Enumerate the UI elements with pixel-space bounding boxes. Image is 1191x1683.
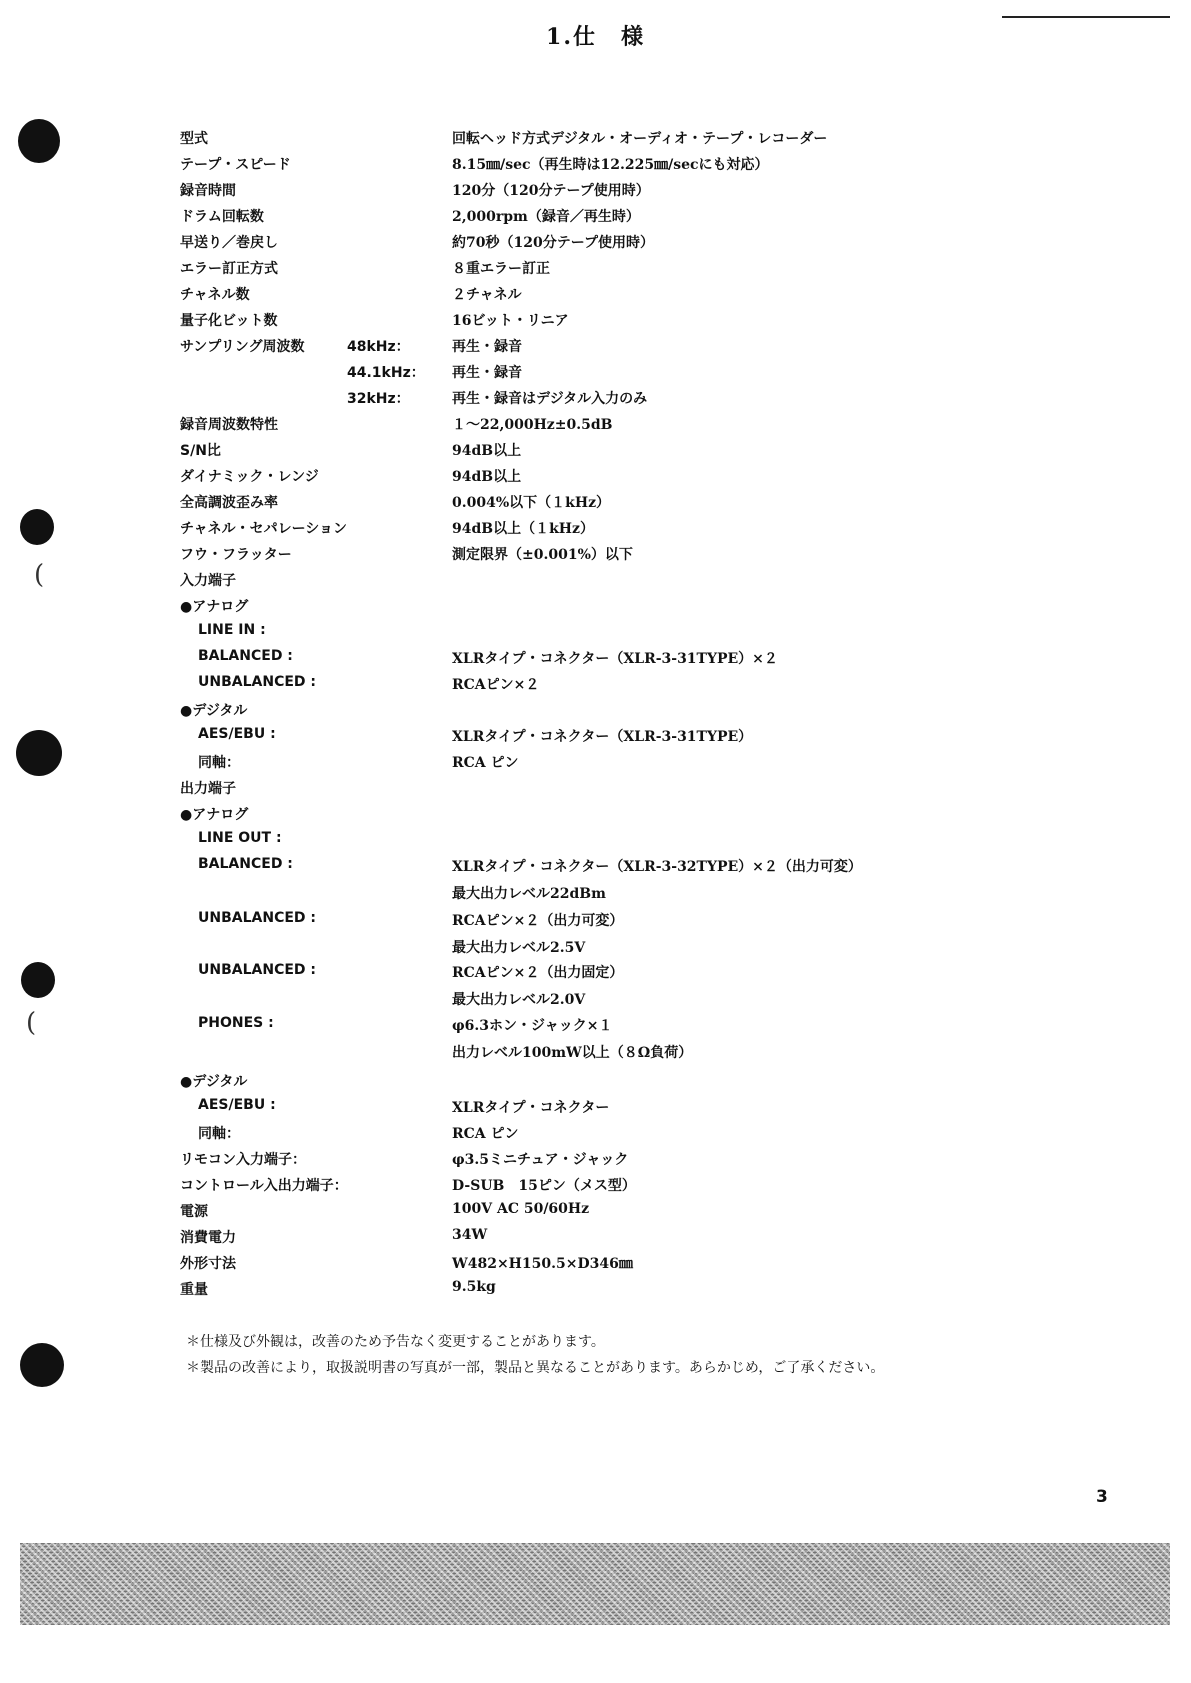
spec-row	[0, 206, 1191, 230]
spec-label: BALANCED :	[198, 648, 293, 664]
spec-label: BALANCED :	[198, 856, 293, 872]
spec-row	[0, 258, 1191, 282]
scan-mark-icon: (	[34, 560, 45, 590]
spec-value: 出力レベル100mW以上（８Ω負荷）	[452, 1045, 693, 1061]
scan-noise-band	[20, 1543, 1170, 1625]
spec-row	[0, 1227, 1191, 1251]
spec-row	[0, 492, 1191, 516]
spec-label: 同軸：	[198, 755, 240, 771]
spec-label: サンプリング周波数	[180, 339, 305, 355]
spec-label: エラー訂正方式	[180, 261, 278, 277]
spec-label: 入力端子	[180, 573, 236, 589]
scan-mark-icon: (	[26, 1008, 37, 1038]
spec-value: 最大出力レベル2.5V	[452, 940, 586, 956]
spec-value: 再生・録音はデジタル入力のみ	[452, 391, 648, 407]
spec-value: XLRタイプ・コネクター	[452, 1100, 610, 1116]
spec-row	[0, 1149, 1191, 1173]
spec-label: 電源	[180, 1204, 208, 1220]
spec-label: AES/EBU :	[198, 726, 276, 742]
spec-label: LINE IN :	[198, 622, 266, 638]
spec-row	[0, 414, 1191, 438]
spec-row	[0, 284, 1191, 308]
page-title: 1.仕 様	[546, 24, 645, 50]
spec-row	[0, 1253, 1191, 1277]
spec-row	[0, 362, 1191, 386]
spec-sublabel: 44.1kHz：	[347, 365, 425, 381]
spec-row	[0, 1123, 1191, 1147]
spec-value: XLRタイプ・コネクター（XLR-3-31TYPE）×２	[452, 651, 778, 667]
spec-row	[0, 466, 1191, 490]
spec-label: LINE OUT :	[198, 830, 282, 846]
spec-label: コントロール入出力端子：	[180, 1178, 348, 1194]
spec-row	[0, 1015, 1191, 1039]
spec-row	[0, 232, 1191, 256]
spec-value: 測定限界（±0.001%）以下	[452, 547, 633, 563]
spec-label: UNBALANCED :	[198, 910, 316, 926]
spec-value: 94dB以上（１kHz）	[452, 521, 594, 537]
spec-row	[0, 310, 1191, 334]
spec-row	[0, 700, 1191, 724]
spec-value: 120分（120分テープ使用時）	[452, 183, 650, 199]
top-rule	[1002, 16, 1170, 18]
spec-label: フウ・フラッター	[180, 547, 292, 563]
spec-row	[0, 180, 1191, 204]
spec-row	[0, 830, 1191, 854]
spec-row	[0, 336, 1191, 360]
spec-value: 100V AC 50/60Hz	[452, 1201, 590, 1217]
spec-value: 再生・録音	[452, 339, 522, 355]
spec-row	[0, 989, 1191, 1013]
spec-value: 再生・録音	[452, 365, 522, 381]
spec-value: ２チャネル	[452, 287, 522, 303]
spec-row	[0, 1201, 1191, 1225]
spec-label: 録音時間	[180, 183, 236, 199]
spec-label: 早送り／巻戻し	[180, 235, 278, 251]
page-number: 3	[1096, 1487, 1108, 1507]
spec-value: D-SUB 15ピン（メス型）	[452, 1178, 636, 1194]
spec-value: 94dB以上	[452, 469, 522, 485]
spec-row	[0, 388, 1191, 412]
spec-value: 回転ヘッド方式デジタル・オーディオ・テープ・レコーダー	[452, 131, 828, 147]
spec-value: RCAピン×２（出力可変）	[452, 913, 624, 929]
spec-row	[0, 804, 1191, 828]
spec-label: ●デジタル	[180, 703, 248, 719]
spec-row	[0, 518, 1191, 542]
spec-value: 最大出力レベル22dBm	[452, 886, 606, 902]
spec-row	[0, 1042, 1191, 1066]
spec-sublabel: 48kHz：	[347, 339, 410, 355]
spec-label: テープ・スピード	[180, 157, 291, 173]
spec-row	[0, 570, 1191, 594]
spec-label: ダイナミック・レンジ	[180, 469, 319, 485]
spec-value: XLRタイプ・コネクター（XLR-3-32TYPE）×２（出力可変）	[452, 859, 862, 875]
spec-value: XLRタイプ・コネクター（XLR-3-31TYPE）	[452, 729, 753, 745]
spec-row	[0, 1279, 1191, 1303]
spec-value: RCA ピン	[452, 755, 519, 771]
spec-label: PHONES :	[198, 1015, 274, 1031]
spec-value: 94dB以上	[452, 443, 522, 459]
spec-label: 全高調波歪み率	[180, 495, 278, 511]
spec-label: ●デジタル	[180, 1074, 248, 1090]
spec-label: ●アナログ	[180, 599, 249, 615]
spec-row	[0, 1175, 1191, 1199]
spec-value: 8.15㎜/sec（再生時は12.225㎜/secにも対応）	[452, 157, 769, 173]
spec-row	[0, 674, 1191, 698]
spec-label: 録音周波数特性	[180, 417, 278, 433]
spec-row	[0, 726, 1191, 750]
spec-value: 最大出力レベル2.0V	[452, 992, 586, 1008]
spec-row	[0, 937, 1191, 961]
spec-label: チャネル・セパレーション	[180, 521, 348, 537]
spec-row	[0, 128, 1191, 152]
spec-label: UNBALANCED :	[198, 674, 316, 690]
spec-label: 外形寸法	[180, 1256, 236, 1272]
spec-value: ８重エラー訂正	[452, 261, 550, 277]
spec-row	[0, 1097, 1191, 1121]
spec-row	[0, 154, 1191, 178]
spec-value: RCAピン×２（出力固定）	[452, 965, 624, 981]
spec-label: 量子化ビット数	[180, 313, 278, 329]
spec-row	[0, 544, 1191, 568]
spec-row	[0, 752, 1191, 776]
spec-value: 2,000rpm（録音／再生時）	[452, 209, 640, 225]
spec-value: RCAピン×２	[452, 677, 540, 693]
spec-label: 重量	[180, 1282, 208, 1298]
spec-label: S/N比	[180, 443, 221, 459]
spec-label: 同軸：	[198, 1126, 240, 1142]
binder-hole-icon	[20, 1343, 64, 1387]
spec-sublabel: 32kHz：	[347, 391, 410, 407]
spec-value: W482×H150.5×D346㎜	[452, 1256, 633, 1272]
spec-row	[0, 596, 1191, 620]
spec-label: ドラム回転数	[180, 209, 264, 225]
spec-value: RCA ピン	[452, 1126, 519, 1142]
spec-row	[0, 622, 1191, 646]
spec-label: チャネル数	[180, 287, 250, 303]
spec-row	[0, 856, 1191, 880]
spec-row	[0, 910, 1191, 934]
spec-value: φ6.3ホン・ジャック×１	[452, 1018, 613, 1034]
spec-row	[0, 440, 1191, 464]
spec-label: リモコン入力端子：	[180, 1152, 306, 1168]
spec-value: 9.5kg	[452, 1279, 496, 1295]
spec-row	[0, 962, 1191, 986]
note-line: ＊仕様及び外観は，改善のため予告なく変更することがあります。	[186, 1334, 605, 1350]
spec-row	[0, 648, 1191, 672]
spec-row	[0, 1071, 1191, 1095]
spec-label: AES/EBU :	[198, 1097, 276, 1113]
spec-label: UNBALANCED :	[198, 962, 316, 978]
spec-label: ●アナログ	[180, 807, 249, 823]
spec-value: 約70秒（120分テープ使用時）	[452, 235, 655, 251]
spec-label: 出力端子	[180, 781, 236, 797]
spec-label: 消費電力	[180, 1230, 236, 1246]
spec-value: φ3.5ミニチュア・ジャック	[452, 1152, 629, 1168]
spec-row	[0, 778, 1191, 802]
spec-value: 34W	[452, 1227, 488, 1243]
spec-value: 16ビット・リニア	[452, 313, 569, 329]
spec-label: 型式	[180, 131, 208, 147]
spec-value: 0.004%以下（１kHz）	[452, 495, 611, 511]
note-line: ＊製品の改善により，取扱説明書の写真が一部，製品と異なることがあります。あらかじめ，ご了承ください。	[186, 1360, 885, 1376]
spec-row	[0, 883, 1191, 907]
spec-value: １～22,000Hz±0.5dB	[452, 417, 613, 433]
